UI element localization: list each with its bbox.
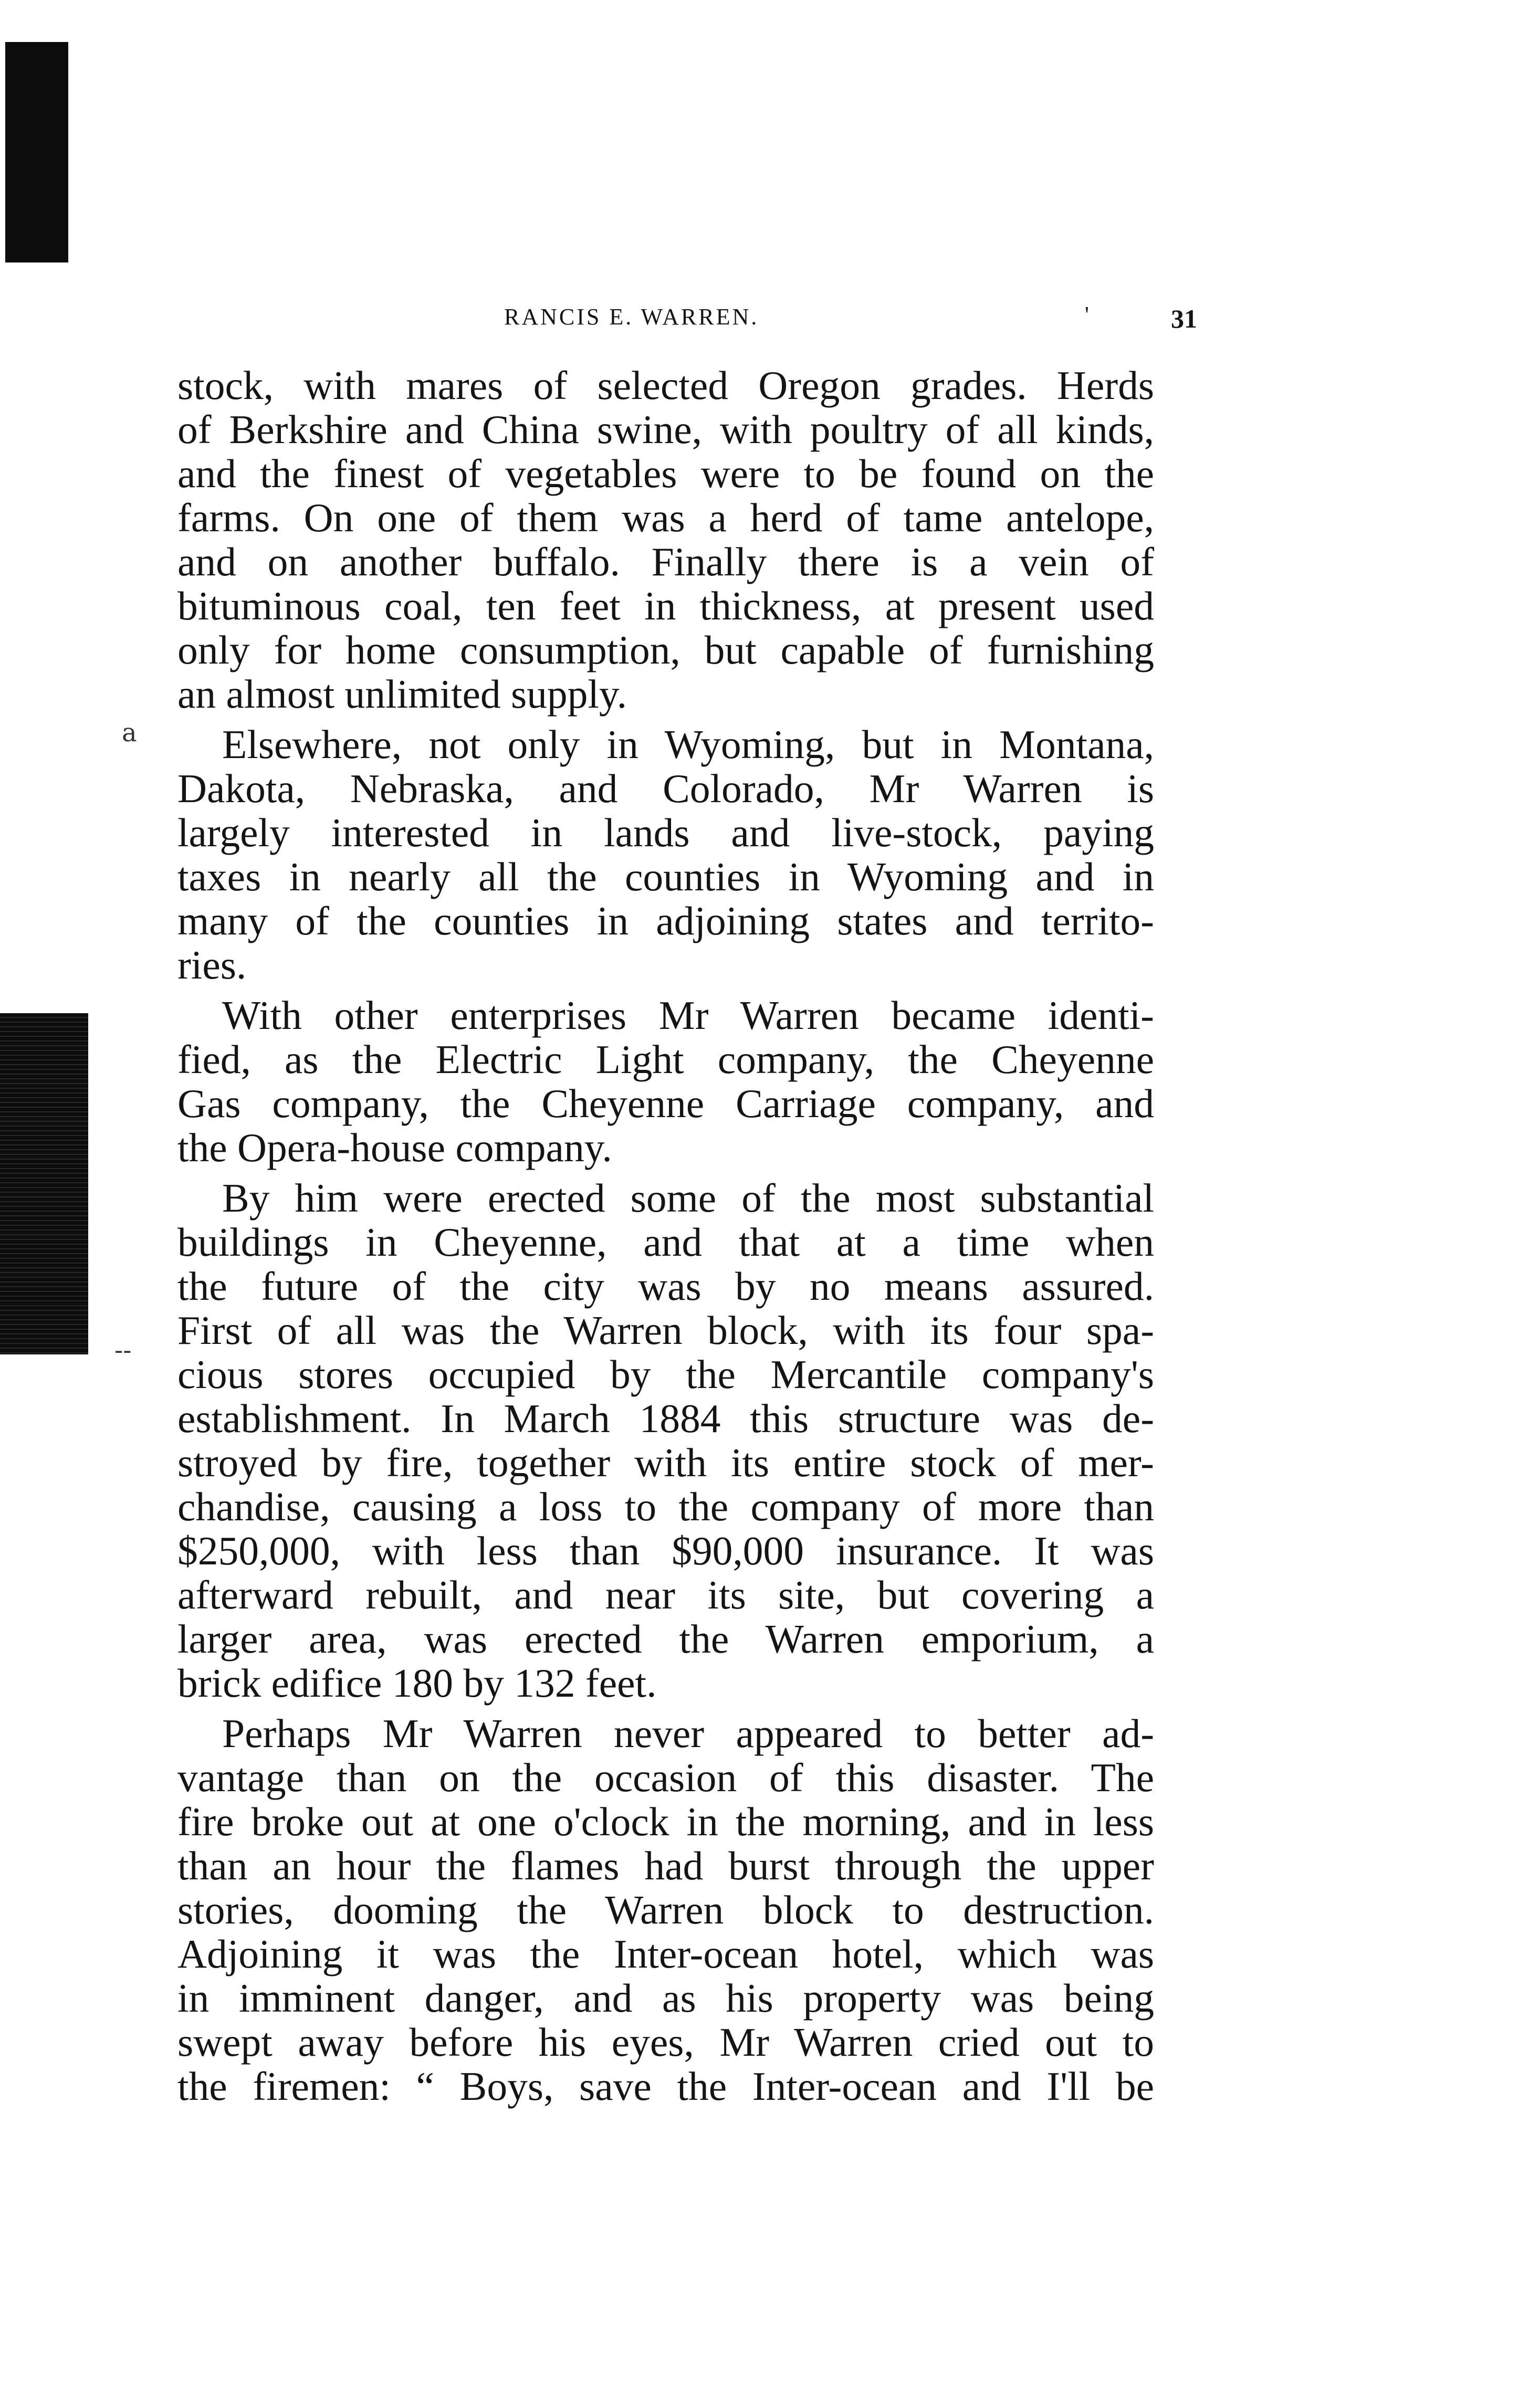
- paragraph: [177, 722, 1154, 987]
- text-line: Dakota, Nebraska, and Colorado, Mr Warren is: [177, 766, 1154, 811]
- paragraph: [177, 993, 1154, 1170]
- text-line: the Opera-house company.: [177, 1125, 612, 1170]
- header-mark: ': [1085, 302, 1089, 328]
- page-number: 31: [1171, 304, 1197, 333]
- paragraph: [177, 1176, 1154, 1705]
- text-line: By him were erected some of the most substantial: [222, 1175, 1154, 1221]
- text-line: chandise, causing a loss to the company of more than: [177, 1484, 1154, 1529]
- running-head: RANCIS E. WARREN.: [504, 304, 759, 330]
- text-line: an almost unlimited supply.: [177, 671, 627, 717]
- text-line: fire broke out at one o'clock in the morning, and in less: [177, 1799, 1154, 1844]
- text-line: farms. On one of them was a herd of tame antelope,: [177, 495, 1154, 540]
- text-line: largely interested in lands and live-stock, paying: [177, 810, 1154, 855]
- text-line: afterward rebuilt, and near its site, but covering a: [177, 1572, 1154, 1617]
- text-line: of Berkshire and China swine, with poultry of all kinds,: [177, 407, 1154, 452]
- text-line: and the finest of vegetables were to be found on the: [177, 451, 1154, 496]
- text-line: many of the counties in adjoining states and territo-: [177, 898, 1154, 943]
- margin-dash-mark: --: [114, 1336, 132, 1365]
- text-line: the future of the city was by no means assured.: [177, 1264, 1154, 1309]
- paragraph: [177, 363, 1154, 716]
- text-line: Elsewhere, not only in Wyoming, but in Montana,: [222, 722, 1154, 767]
- body-text: [177, 363, 1154, 2115]
- text-line: bituminous coal, ten feet in thickness, at present used: [177, 583, 1154, 628]
- scan-edge-artifact-middle: [0, 1013, 88, 1354]
- text-line: stories, dooming the Warren block to destruction.: [177, 1887, 1154, 1932]
- text-line: vantage than on the occasion of this disaster. The: [177, 1755, 1154, 1800]
- text-line: swept away before his eyes, Mr Warren cried out to: [177, 2020, 1154, 2065]
- text-line: only for home consumption, but capable of furnishing: [177, 627, 1154, 672]
- text-line: in imminent danger, and as his property was being: [177, 1975, 1154, 2021]
- text-line: brick edifice 180 by 132 feet.: [177, 1660, 657, 1706]
- text-line: the firemen: “ Boys, save the Inter-ocean and I'll be: [177, 2064, 1154, 2109]
- text-line: Perhaps Mr Warren never appeared to better ad-: [222, 1711, 1154, 1756]
- margin-quote-mark: a: [122, 718, 137, 748]
- text-line: fied, as the Electric Light company, the Cheyenne: [177, 1037, 1154, 1082]
- text-line: establishment. In March 1884 this structure was de-: [177, 1396, 1154, 1441]
- text-line: $250,000, with less than $90,000 insurance. It was: [177, 1528, 1154, 1573]
- text-line: ries.: [177, 942, 247, 987]
- text-line: With other enterprises Mr Warren became identi-: [222, 993, 1154, 1038]
- text-line: buildings in Cheyenne, and that at a time when: [177, 1219, 1154, 1265]
- text-line: stock, with mares of selected Oregon grades. Herds: [177, 363, 1154, 408]
- text-line: First of all was the Warren block, with its four spa-: [177, 1308, 1154, 1353]
- page-header: [504, 303, 1197, 340]
- text-line: Gas company, the Cheyenne Carriage company, and: [177, 1081, 1154, 1126]
- text-line: larger area, was erected the Warren emporium, a: [177, 1616, 1154, 1662]
- scan-edge-artifact-top: [5, 42, 68, 262]
- text-line: taxes in nearly all the counties in Wyoming and in: [177, 854, 1154, 899]
- text-line: and on another buffalo. Finally there is a vein of: [177, 539, 1154, 584]
- text-line: Adjoining it was the Inter-ocean hotel, which was: [177, 1931, 1154, 1976]
- text-line: cious stores occupied by the Mercantile company's: [177, 1352, 1154, 1397]
- text-line: than an hour the flames had burst through the upper: [177, 1843, 1154, 1888]
- paragraph: [177, 1711, 1154, 2108]
- text-line: stroyed by fire, together with its entire stock of mer-: [177, 1440, 1154, 1485]
